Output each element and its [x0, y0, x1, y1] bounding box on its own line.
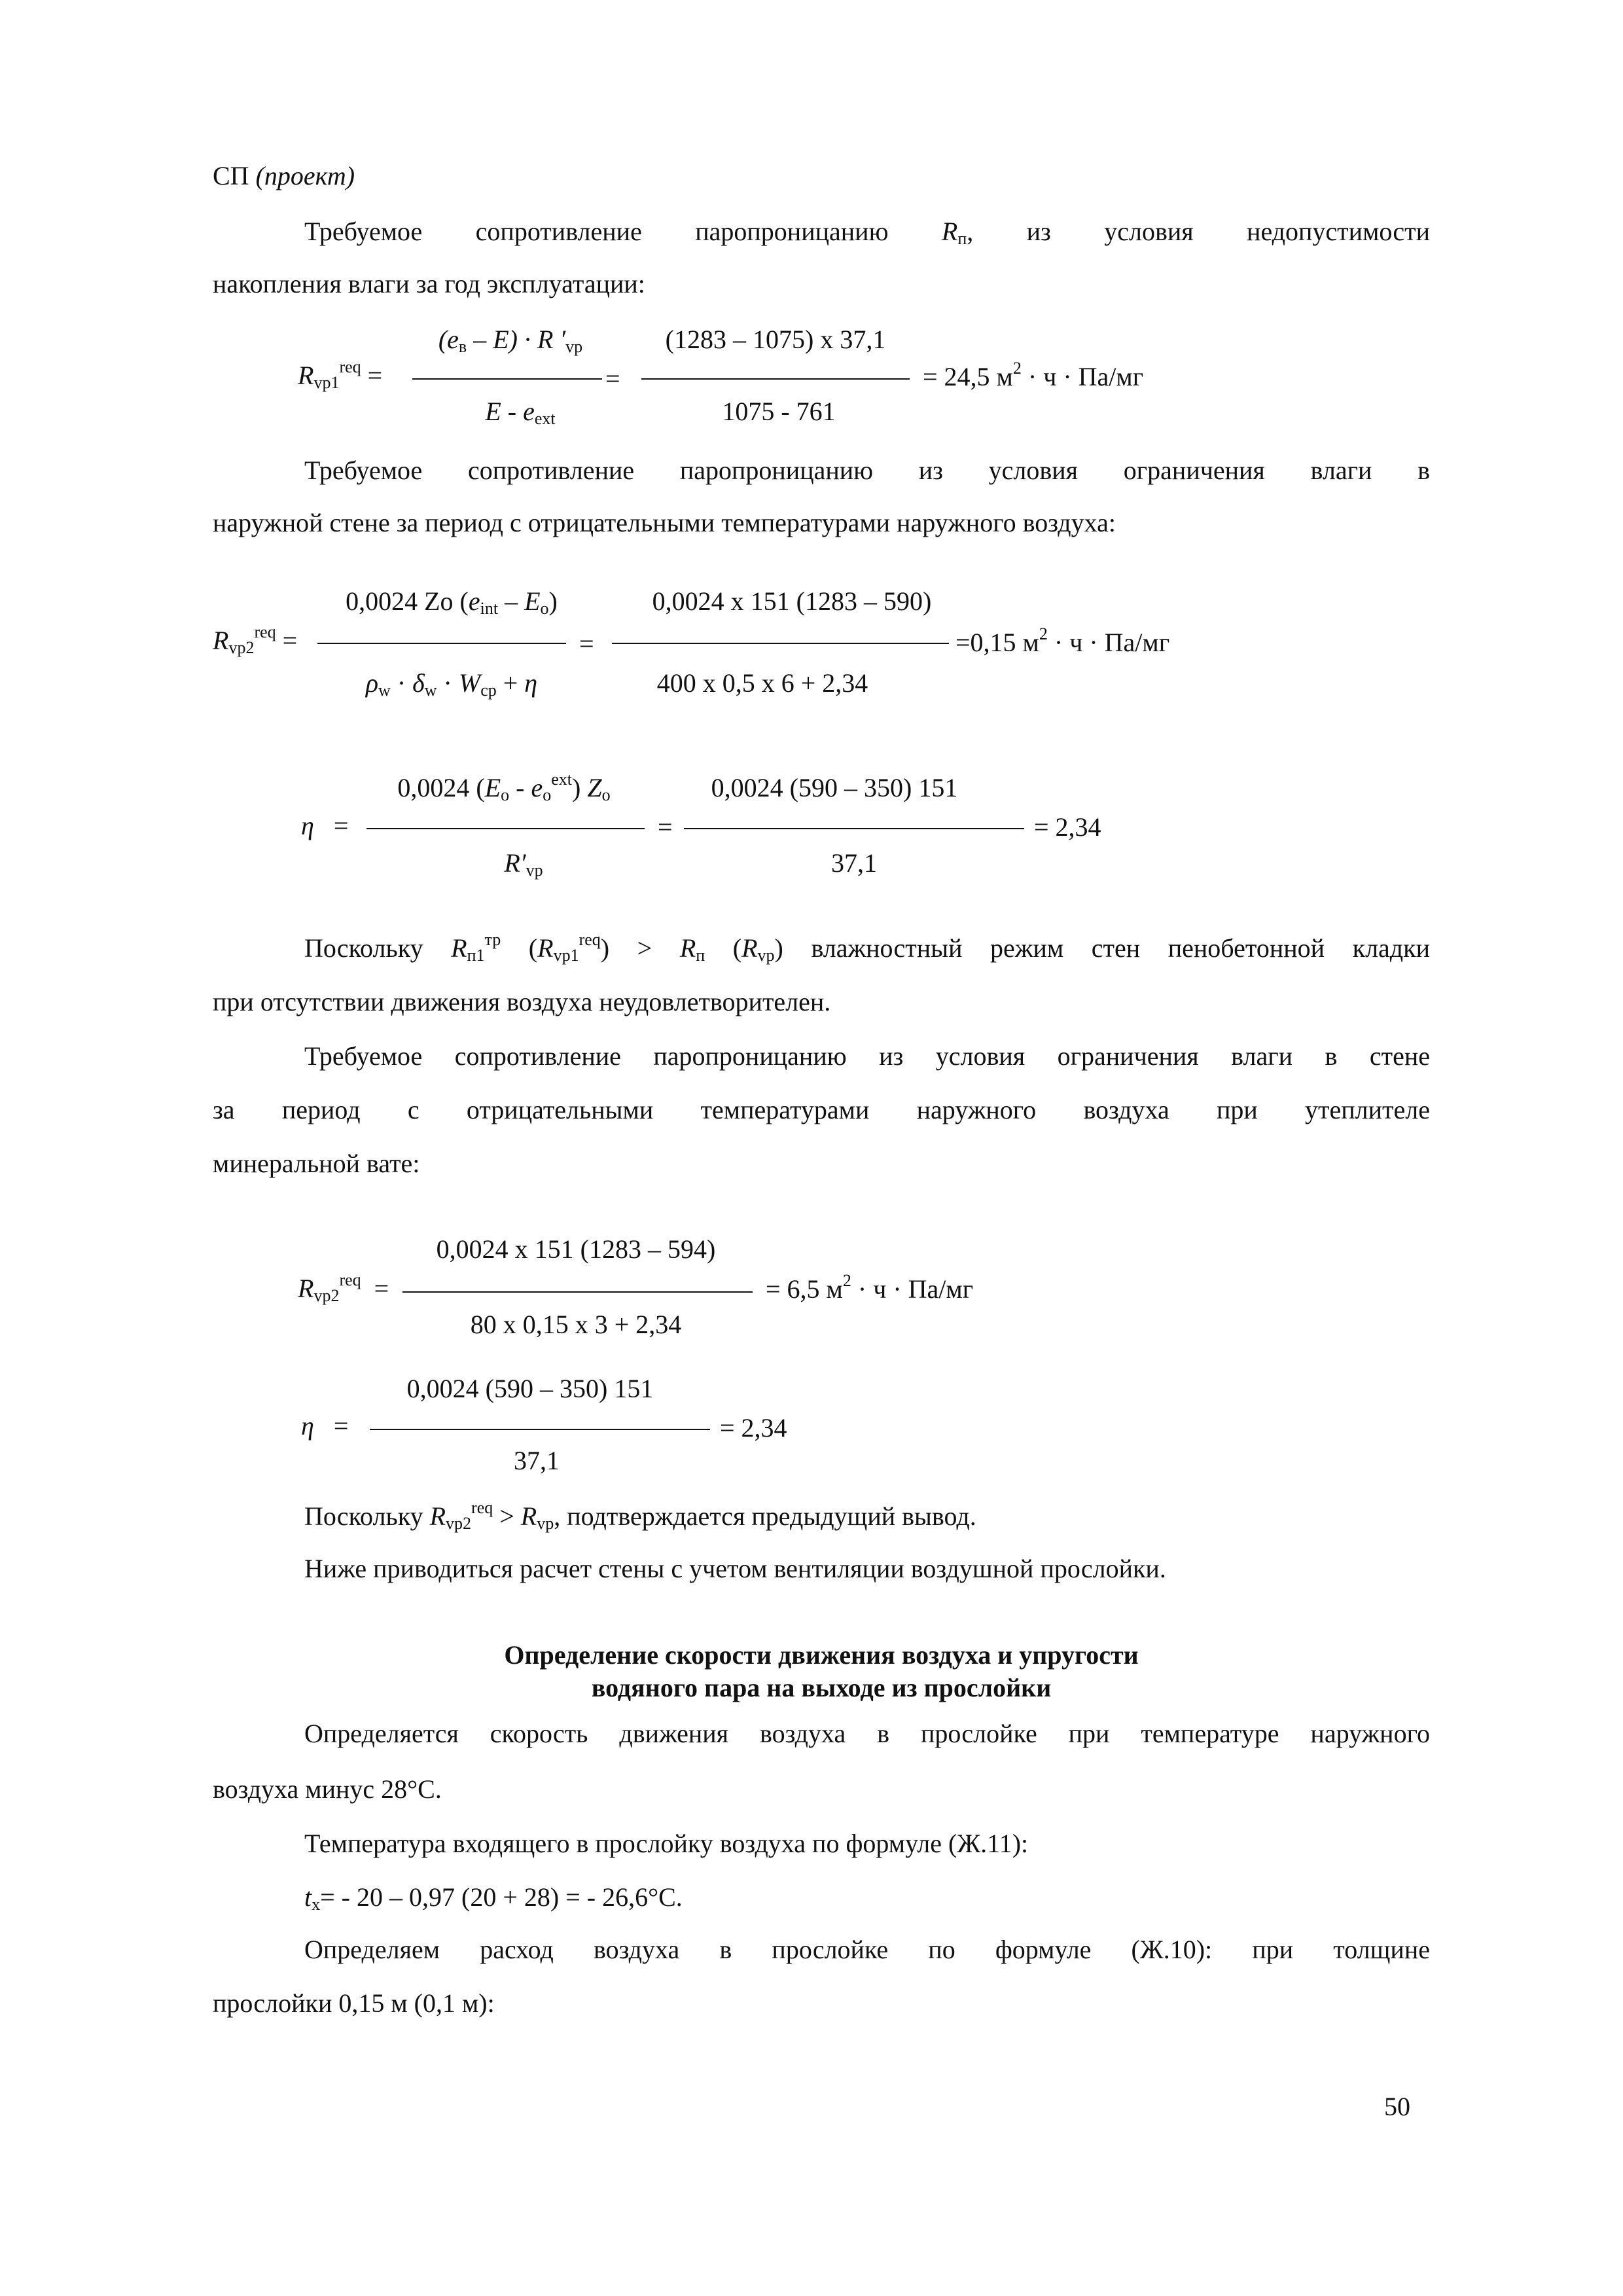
eq1-equals: = — [605, 364, 620, 393]
eq2-numerator-2: 0,0024 х 151 (1283 – 590) — [652, 586, 932, 616]
paragraph-4-line-1: Требуемое сопротивление паропроницанию из условия ограничения влаги в стене — [304, 1041, 1430, 1071]
eq1-numerator: $(e_в - E) \cdot R$ $'_{vp}$ — [438, 325, 583, 356]
paragraph-7-line-1: Определяется скорость движения воздуха в прослойке при температуре наружного — [304, 1719, 1430, 1748]
paragraph-2-line-2: наружной стене за период с отрицательными температурами наружного воздуха: — [213, 508, 1116, 537]
eq2-result: =0,15 $м^2 \cdot ч \cdot Па/мг$ — [955, 624, 1170, 657]
eq2-denominator-2: 400 х 0,5 х 6 + 2,34 — [656, 668, 868, 698]
eq5-result: = 2,34 — [720, 1413, 787, 1443]
paragraph-6: Ниже приводиться расчет стены с учетом вентиляции воздушной прослойки. — [304, 1554, 1166, 1583]
eq1-result: = 24,5 $м^2 \cdot ч \cdot Па/мг$ — [923, 359, 1144, 391]
eq3-fraction-bar — [366, 828, 645, 829]
paragraph-3-line-2: при отсутствии движения воздуха неудовлетворителен. — [213, 987, 831, 1016]
paragraph-8: Температура входящего в прослойку воздуха по формуле (Ж.11): — [304, 1829, 1029, 1858]
eq3-denominator: $R'_{vp}$ — [504, 848, 543, 880]
paragraph-4-line-2: за период с отрицательными температурами наружного воздуха при утеплителе — [213, 1095, 1430, 1124]
paragraph-10-line-1: Определяем расход воздуха в прослойке по формуле (Ж.10): при толщине — [304, 1935, 1430, 1964]
eq2-numerator: 0,0024 Zo $(e_{int} - E_o)$ — [346, 586, 558, 618]
paragraph-1-line-1: Требуемое сопротивление паропроницанию $R_п$, из условия недопустимости — [304, 217, 1431, 248]
paragraph-7-line-2: воздуха минус 28°С. — [213, 1774, 442, 1804]
eq3-numerator: 0,0024 $(E_o - e_o^{ext})$ $Z_o$ — [397, 770, 611, 804]
paragraph-10-line-2: прослойки 0,15 м (0,1 м): — [213, 1988, 495, 2018]
eq5-numerator: 0,0024 (590 – 350) 151 — [406, 1374, 654, 1403]
eq4-result: = 6,5 $м^2 \cdot ч \cdot Па/мг$ — [766, 1271, 974, 1304]
section-heading-line-1: Определение скорости движения воздуха и упругости — [504, 1640, 1139, 1670]
eq5-fraction-bar — [370, 1429, 710, 1430]
eq1-lhs: $R_{vp1}^{req}$ = — [298, 357, 383, 392]
header-sp: СП — [213, 161, 249, 190]
eq3-equals: = — [658, 812, 673, 842]
paragraph-4-line-3: минеральной вате: — [213, 1149, 420, 1178]
eq2-fraction-bar — [317, 643, 566, 644]
eq2-lhs: $R_{vp2}^{req}$ = — [213, 622, 298, 657]
eq2-fraction-bar-2 — [612, 643, 949, 644]
section-heading-line-2: водяного пара на выходе из прослойки — [591, 1673, 1052, 1702]
paragraph-2-line-1: Требуемое сопротивление паропроницанию из условия ограничения влаги в — [304, 456, 1430, 485]
paragraph-5: Поскольку $R_{vp2}^{req} > R_{vp}$, подтверждается предыдущий вывод. — [304, 1498, 976, 1533]
eq2-denominator: $\rho_w \cdot \delta_w \cdot W_{ср} + \eta$ — [365, 668, 538, 700]
eq2-equals: = — [579, 629, 594, 658]
eq3-result: = 2,34 — [1034, 812, 1101, 842]
page-number: 50 — [1384, 2092, 1410, 2121]
eq4-numerator: 0,0024 х 151 (1283 – 594) — [436, 1234, 716, 1264]
eq5-denominator: 37,1 — [514, 1446, 560, 1475]
eq4-denominator: 80 х 0,15 х 3 + 2,34 — [470, 1310, 682, 1339]
eq1-denominator: E - $e_{ext}$ — [485, 397, 556, 428]
paragraph-1-line-2: накопления влаги за год эксплуатации: — [213, 269, 645, 298]
eq3-denominator-2: 37,1 — [831, 848, 877, 878]
eq1-fraction-bar — [412, 378, 602, 380]
eq1-numerator-2: (1283 – 1075) х 37,1 — [665, 325, 886, 354]
header-project: (проект) — [255, 161, 355, 190]
eq1-denominator-2: 1075 - 761 — [722, 397, 836, 426]
page-header — [213, 160, 355, 192]
eq4-lhs: $R_{vp2}^{req}$ = — [298, 1270, 389, 1305]
eq4-fraction-bar — [402, 1291, 753, 1293]
eq3-fraction-bar-2 — [684, 828, 1024, 829]
paragraph-3-line-1: Поскольку $R_{п1}^{тр}$ $(R_{vp1}^{req}) > R_п$ $(R_{vp})$ влажностный режим стен пенобетонной кладки — [304, 930, 1430, 965]
eq3-lhs: η = — [301, 811, 349, 840]
eq1-fraction-bar-2 — [641, 378, 910, 380]
paragraph-9: $t_х= - 20 - 0,97$ (20 + 28) = - 26,6°С. — [304, 1882, 683, 1914]
eq5-lhs: η = — [301, 1411, 349, 1441]
eq3-numerator-2: 0,0024 (590 – 350) 151 — [711, 773, 958, 802]
